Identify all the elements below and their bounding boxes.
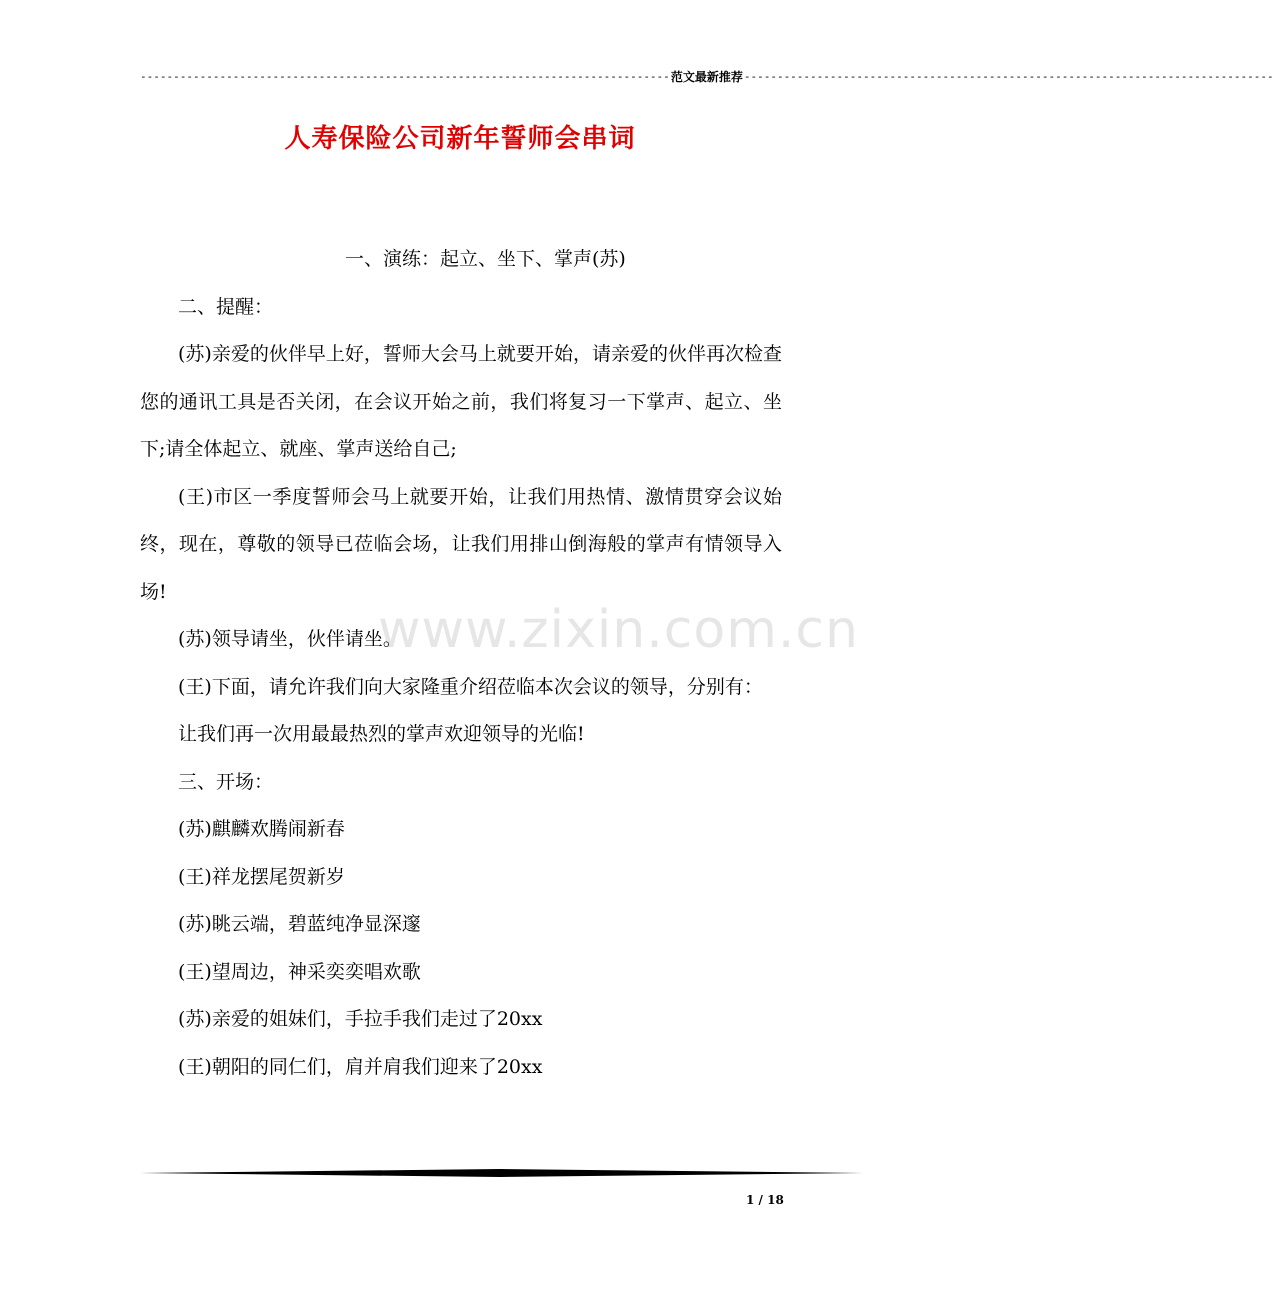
paragraph: (王)下面，请允许我们向大家隆重介绍莅临本次会议的领导，分别有：	[178, 675, 763, 698]
paragraph: 让我们再一次用最最热烈的掌声欢迎领导的光临!	[178, 723, 585, 745]
section-heading-reminder: 二、提醒：	[178, 295, 274, 318]
header-right-dashes: --------------------------------------------------------------------------------	[743, 70, 1274, 83]
footer-rule	[140, 1168, 863, 1178]
paragraph: (苏)亲爱的伙伴早上好，誓师大会马上就要开始，请亲爱的伙伴再次检查您的通讯工具是否关闭，在会议开始之前，我们将复习一下掌声、起立、坐下;请全体起立、就座、掌声送给自己;	[140, 343, 782, 460]
paragraph: (苏)领导请坐，伙伴请坐。	[178, 628, 402, 650]
page-header	[140, 68, 1274, 85]
document-title: 人寿保险公司新年誓师会串词	[284, 124, 636, 154]
document-body	[140, 236, 782, 1091]
section-heading-opening: 三、开场：	[178, 770, 274, 793]
paragraph: (王)望周边，神采奕奕唱欢歌	[178, 960, 421, 983]
paragraph: (苏)亲爱的姐妹们，手拉手我们走过了20xx	[178, 1008, 543, 1030]
paragraph: (王)朝阳的同仁们，肩并肩我们迎来了20xx	[178, 1055, 543, 1078]
paragraph: (王)祥龙摆尾贺新岁	[178, 865, 345, 888]
section-heading-rehearsal: 一、演练：起立、坐下、掌声(苏)	[345, 248, 626, 270]
paragraph: (苏)麒麟欢腾闹新春	[178, 818, 345, 840]
paragraph: (苏)眺云端，碧蓝纯净显深邃	[178, 913, 421, 935]
watermark: www.zixin.com.cn	[378, 600, 859, 660]
page-number: 1 / 18	[746, 1193, 784, 1207]
paragraph: (王)市区一季度誓师会马上就要开始，让我们用热情、激情贯穿会议始终，现在，尊敬的领导已莅临会场，让我们用排山倒海般的掌声有情领导入场!	[140, 485, 782, 603]
header-left-dashes: --------------------------------------------------------------------------------	[140, 70, 670, 83]
header-label: 范文最新推荐	[670, 70, 743, 84]
